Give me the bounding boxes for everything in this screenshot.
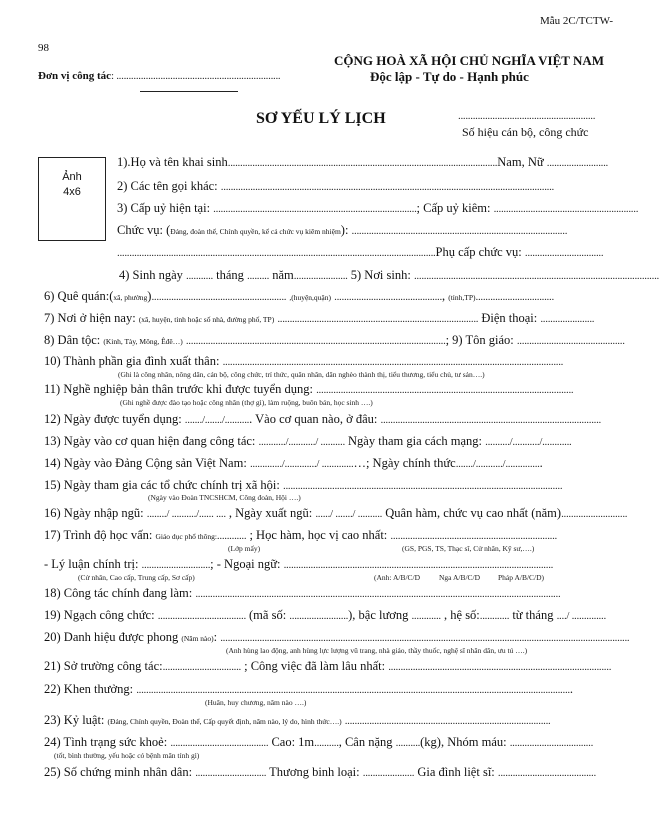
unit-label: Đơn vị công tác: [38, 70, 112, 82]
note-degree: (GS, PGS, TS, Thạc sĩ, Cử nhân, Kỹ sư,….): [402, 544, 535, 553]
header-underline-left: [140, 91, 238, 92]
note-honors: (Anh hùng lao động, anh hùng lực lượng vũ trang, nhà giáo, thầy thuốc, nghệ sĩ nhân dân, ưu tú ….): [226, 646, 528, 655]
field-social-org-date[interactable]: 15) Ngày tham gia các tổ chức chính trị xã hội: ..................................................................................................................: [44, 478, 563, 492]
note-russian: Nga A/B/C/D: [439, 573, 481, 582]
form-code-cont: 98: [38, 42, 49, 54]
field-id-card[interactable]: 25) Số chứng minh nhân dân: ............................. Thương binh loại: ..................... Gia đình liệt sĩ: ........................................: [44, 765, 596, 779]
field-position[interactable]: Chức vụ: (Đảng, đoàn thể, Chính quyền, kể cả chức vụ kiêm nhiệm): ........................................................................................: [117, 223, 568, 237]
field-honors[interactable]: 20) Danh hiệu được phong (Năm nào): .......................................................................................................................................................................: [44, 630, 630, 644]
field-hometown[interactable]: 6) Quê quán:(xã, phường)....................................................... ,(huyện,quận) ............................................, (tỉnh,TP)................................: [44, 289, 554, 303]
field-education[interactable]: 17) Trình độ học vấn: Giáo dục phổ thông:............ ; Học hàm, học vị cao nhất: ....................................................................: [44, 528, 557, 542]
field-military-service[interactable]: 16) Ngày nhập ngũ: ......../ ........../...... .... , Ngày xuất ngũ: ....../ ......./ .......... Quân hàm, chức vụ cao nhất (năm)...........................: [44, 506, 628, 520]
note-health: (tốt, bình thường, yếu hoặc có bệnh mãn tính gì): [54, 751, 200, 760]
field-strengths[interactable]: 21) Sở trường công tác:................................ ; Công việc đã làm lâu nhất: ...........................................................................................: [44, 659, 612, 673]
field-party-join-date[interactable]: 14) Ngày vào Đảng Cộng sản Việt Nam: ............./............./ .............…; Ngày chính thức......./.........../...............: [44, 456, 543, 470]
field-birth-date[interactable]: 4) Sinh ngày ........... tháng ......... năm...................... 5) Nơi sinh: ....................................................................................................: [119, 268, 659, 282]
field-current-address[interactable]: 7) Nơi ở hiện nay: (xã, huyện, tỉnh hoặc số nhà, đường phố, TP) .................................................................................. Điện thoại: ......................: [44, 311, 595, 325]
cadre-number-label: Số hiệu cán bộ, công chức: [462, 125, 589, 139]
note-awards: (Huân, huy chương, năm nào ….): [205, 698, 307, 707]
note-occupation: (Ghi nghề được đào tạo hoặc công nhân (thợ gì), làm ruộng, buôn bán, học sinh ….): [120, 398, 373, 407]
field-family-origin[interactable]: 10) Thành phần gia đình xuất thân: ...........................................................................................................................................: [44, 354, 564, 368]
field-birth-name[interactable]: 1).Họ và tên khai sinh..............................................................................................................Nam, Nữ .........................: [117, 155, 609, 169]
field-current-work[interactable]: 18) Công tác chính đang làm: .....................................................................................................................................................: [44, 586, 561, 600]
note-political-theory: (Cử nhân, Cao cấp, Trung cấp, Sơ cấp): [78, 573, 195, 582]
unit-field: [38, 70, 280, 82]
national-title: CỘNG HOÀ XÃ HỘI CHỦ NGHĨA VIỆT NAM: [334, 53, 605, 68]
field-awards[interactable]: 22) Khen thưởng: ..................................................................................................................................................................................: [44, 682, 573, 696]
note-grade: (Lớp mấy): [228, 544, 261, 553]
note-french: Pháp A/B/C/D): [498, 573, 545, 582]
cadre-number-dots: ........................................................: [458, 110, 596, 122]
field-position-allowance[interactable]: ..................................................................................................................................Phụ cấp chức vụ: ................................: [117, 245, 604, 259]
form-code: Mẫu 2C/TCTW-: [540, 15, 614, 27]
field-occupation[interactable]: 11) Nghề nghiệp bản thân trước khi được tuyển dụng: .........................................................................................................: [44, 382, 574, 396]
note-family-origin: (Ghi là công nhân, nông dân, cán bộ, công chức, trí thức, quân nhân, dân nghèo thành thị, tiểu thương, tiểu chủ, tư sản….): [118, 370, 485, 379]
field-health[interactable]: 24) Tình trạng sức khoẻ: ........................................ Cao: 1m.........., Cân nặng ..........(kg), Nhóm máu: ..................................: [44, 735, 594, 749]
field-discipline[interactable]: 23) Kỷ luật: (Đảng, Chính quyền, Đoàn thể, Cấp quyết định, năm nào, lý do, hình thức….) ....................................................................................: [44, 713, 551, 727]
field-current-agency-date[interactable]: 13) Ngày vào cơ quan hiện đang công tác: .........../.........../ .......... Ngày tham gia cách mạng: ........../.........../............: [44, 434, 572, 448]
field-party-committee[interactable]: 3) Cấp uỷ hiện tại: ...................................................................................; Cấp uỷ kiêm: ...........................................................: [117, 201, 639, 215]
motto: Độc lập - Tự do - Hạnh phúc: [370, 69, 529, 84]
doc-title: SƠ YẾU LÝ LỊCH: [256, 110, 386, 127]
photo-label: Ảnh: [62, 171, 82, 183]
note-social-org: (Ngày vào Đoàn TNCSHCM, Công đoàn, Hội ….): [148, 493, 301, 502]
field-political-theory[interactable]: - Lý luận chính trị: ............................; - Ngoại ngữ: ..............................................................................................................: [44, 557, 554, 571]
photo-placeholder: [38, 157, 106, 241]
photo-size: 4x6: [63, 186, 81, 198]
unit-dots: : ...................................................................: [111, 70, 281, 82]
note-english: (Anh: A/B/C/D: [374, 573, 421, 582]
field-recruitment-date[interactable]: 12) Ngày được tuyển dụng: ......./......./........... Vào cơ quan nào, ở đâu: ..........................................................................................: [44, 412, 602, 426]
field-civil-grade[interactable]: 19) Ngạch công chức: .................................... (mã số: ........................), bậc lương ............ , hệ số:............ từ tháng ..../ ..............: [44, 608, 606, 622]
field-other-names[interactable]: 2) Các tên gọi khác: ........................................................................................................................................: [117, 179, 554, 193]
field-ethnicity-religion[interactable]: 8) Dân tộc: (Kinh, Tày, Mông, Êđê…) ..........................................................................................................; 9) Tôn giáo: ............................................: [44, 333, 625, 347]
